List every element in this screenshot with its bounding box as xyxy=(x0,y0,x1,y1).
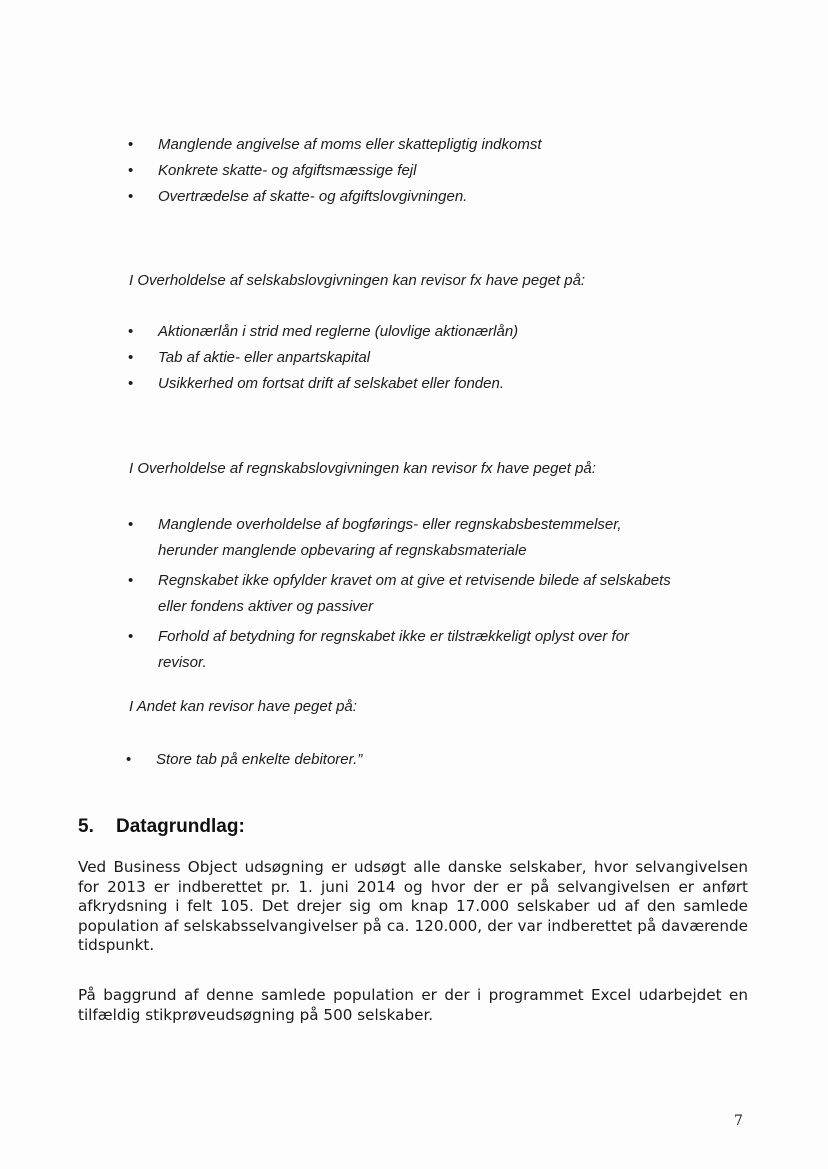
bullet-icon: • xyxy=(128,628,134,645)
bullet-icon: • xyxy=(128,375,134,392)
list-item: • Aktionærlån i strid med reglerne (ulovlige aktionærlån) xyxy=(128,321,648,343)
list-item: • Manglende overholdelse af bogførings- eller regnskabsbestemmelser, herunder manglende opbevaring af regnskabsmateriale xyxy=(128,512,673,564)
section-heading xyxy=(78,816,245,838)
page-number: 7 xyxy=(734,1113,743,1129)
bullet-icon: • xyxy=(128,162,134,179)
section-number: 5. xyxy=(78,816,94,837)
bullet-icon: • xyxy=(126,751,132,768)
paragraph-2: På baggrund af denne samlede population er der i programmet Excel udarbejdet en tilfældig stikprøveudsøgning på 500 selskaber. xyxy=(78,986,748,1024)
bullet-icon: • xyxy=(128,516,134,533)
list-d-block xyxy=(126,749,646,771)
list-item: • Store tab på enkelte debitorer.” xyxy=(126,749,646,771)
intro-b: I Overholdelse af selskabslovgivningen kan revisor fx have peget på: xyxy=(129,272,586,289)
bullet-icon: • xyxy=(128,188,134,205)
list-item: • Usikkerhed om fortsat drift af selskabet eller fonden. xyxy=(128,373,648,395)
list-item: • Konkrete skatte- og afgiftsmæssige fejl xyxy=(128,160,648,182)
list-b-block xyxy=(128,321,648,395)
bullet-icon: • xyxy=(128,572,134,589)
intro-c: I Overholdelse af regnskabslovgivningen kan revisor fx have peget på: xyxy=(129,460,596,477)
bullet-icon: • xyxy=(128,349,134,366)
list-item: • Overtrædelse af skatte- og afgiftslovgivningen. xyxy=(128,186,648,208)
list-item: • Tab af aktie- eller anpartskapital xyxy=(128,347,648,369)
list-b xyxy=(128,321,648,395)
paragraph-1: Ved Business Object udsøgning er udsøgt alle danske selskaber, hvor selvangivelsen for 2013 er indberettet pr. 1. juni 2014 og hvor der er på selvangivelsen er anført afkrydsning i felt 105. Det drejer sig om knap 17.000 selskaber ud af den samlede population af selskabsselvangivelser på ca. 120.000, der var indberettet på daværende tidspunkt. xyxy=(78,858,748,954)
intro-d: I Andet kan revisor have peget på: xyxy=(129,698,357,715)
list-a-block xyxy=(128,134,648,208)
list-item: • Regnskabet ikke opfylder kravet om at give et retvisende bilede af selskabets eller fondens aktiver og passiver xyxy=(128,568,673,620)
list-d xyxy=(126,749,646,771)
list-a xyxy=(128,134,648,208)
section-title: Datagrundlag: xyxy=(116,816,245,837)
bullet-icon: • xyxy=(128,136,134,153)
list-c-block xyxy=(128,512,673,676)
bullet-icon: • xyxy=(128,323,134,340)
list-item: • Manglende angivelse af moms eller skattepligtig indkomst xyxy=(128,134,648,156)
list-item: • Forhold af betydning for regnskabet ikke er tilstrækkeligt oplyst over for revisor. xyxy=(128,624,673,676)
list-c xyxy=(128,512,673,676)
